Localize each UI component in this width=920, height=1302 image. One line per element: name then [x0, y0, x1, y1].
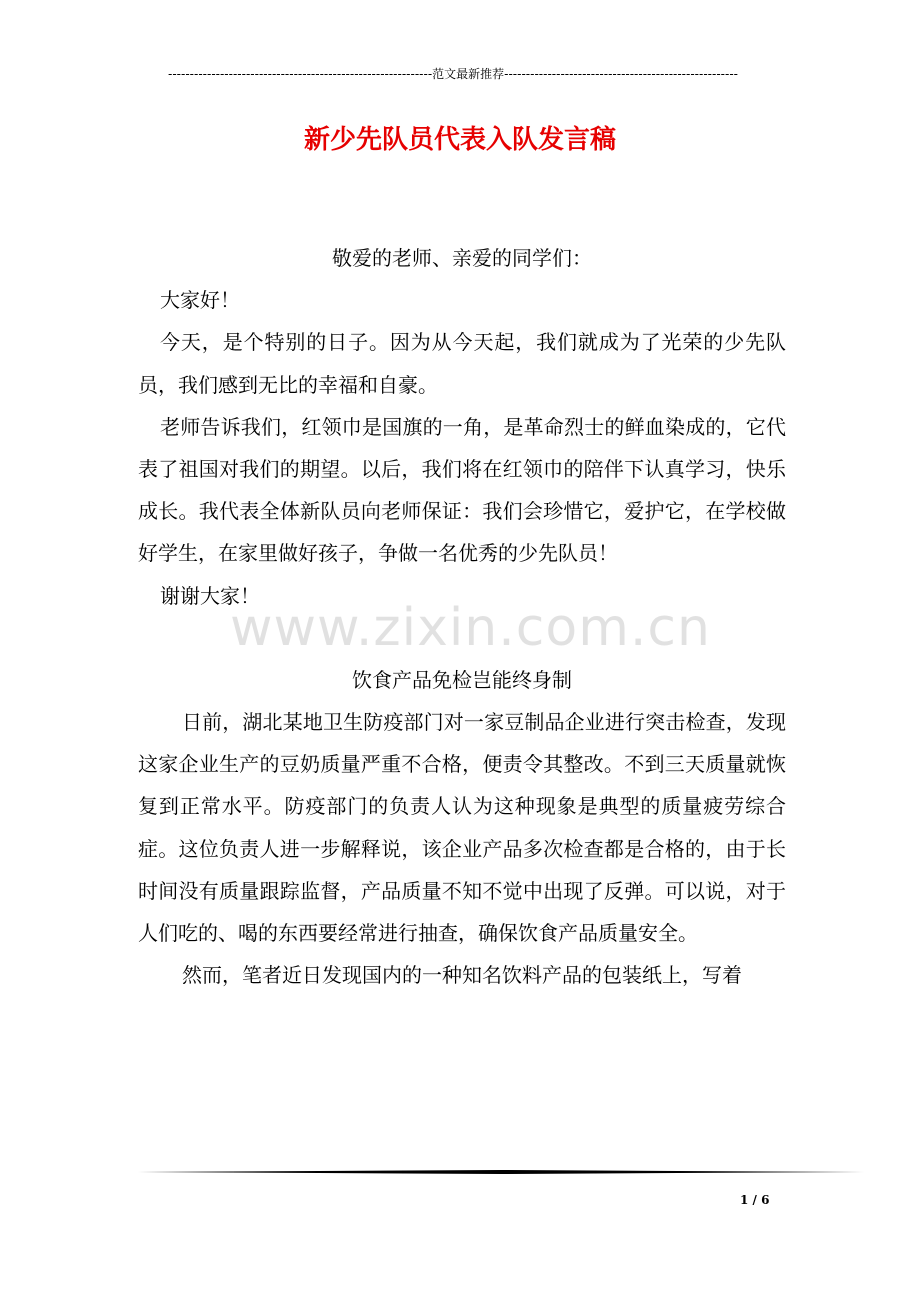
speech-salutation: 敬爱的老师、亲爱的同学们： — [332, 246, 592, 270]
page-header: -------------------------------------------------------------范文最新推荐------------------------------------------------------ — [168, 67, 738, 81]
article-heading: 饮食产品免检岂能终身制 — [352, 667, 572, 692]
speech-closing: 谢谢大家！ — [160, 583, 260, 608]
speech-paragraph-2: 老师告诉我们，红领巾是国旗的一角，是革命烈士的鲜血染成的，它代表了祖国对我们的期望。以后，我们将在红领巾的陪伴下认真学习，快乐成长。我代表全体新队员向老师保证：我们会珍惜它，爱护它，在学校做好学生，在家里做好孩子，争做一名优秀的少先队员！ — [138, 414, 786, 566]
document-body — [138, 237, 786, 996]
page-number: 1 / 6 — [740, 1193, 770, 1207]
watermark: www.zixin.com.cn — [230, 598, 711, 658]
article-paragraph-2: 然而，笔者近日发现国内的一种知名饮料产品的包装纸上，写着 — [182, 963, 742, 988]
document-title: 新少先队员代表入队发言稿 — [303, 125, 616, 155]
speech-paragraph-1: 今天，是个特别的日子。因为从今天起，我们就成为了光荣的少先队员，我们感到无比的幸福和自豪。 — [138, 330, 786, 397]
footer-rule — [138, 1170, 864, 1174]
speech-greeting: 大家好！ — [160, 288, 240, 313]
article-paragraph-1: 日前，湖北某地卫生防疫部门对一家豆制品企业进行突击检查，发现这家企业生产的豆奶质量严重不合格，便责令其整改。不到三天质量就恢复到正常水平。防疫部门的负责人认为这种现象是典型的质量疲劳综合症。这位负责人进一步解释说，该企业产品多次检查都是合格的，由于长时间没有质量跟踪监督，产品质量不知不觉中出现了反弹。可以说，对于人们吃的、喝的东西要经常进行抽查，确保饮食产品质量安全。 — [138, 710, 786, 946]
